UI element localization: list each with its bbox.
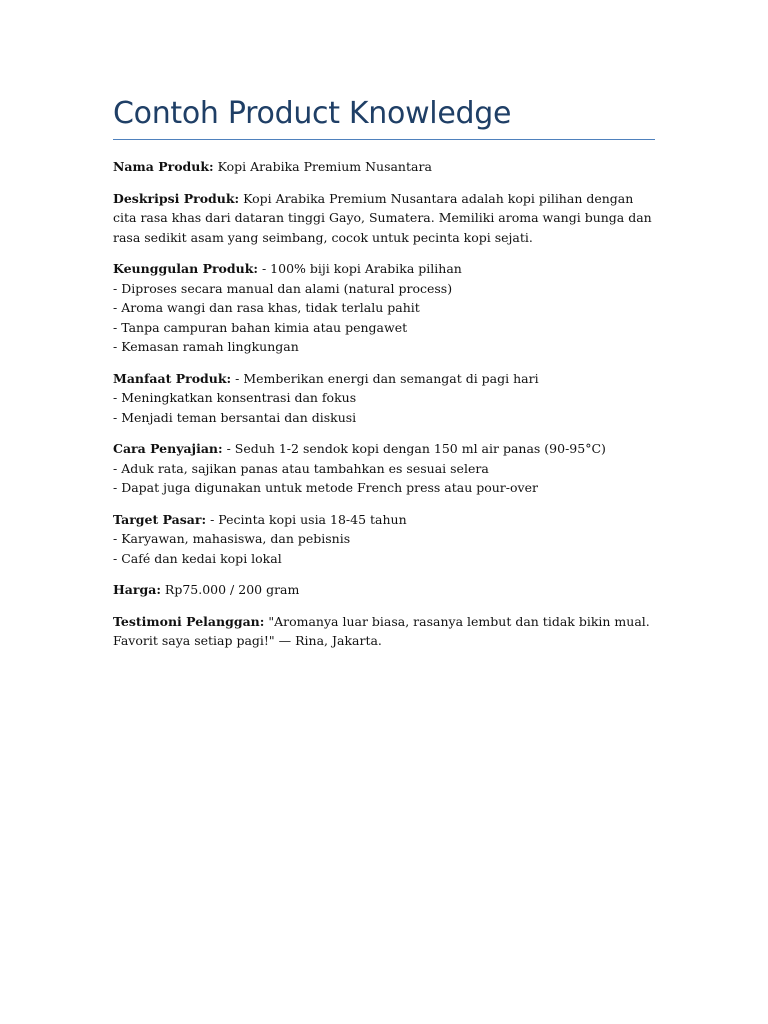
section-testimoni-pelanggan bbox=[113, 612, 655, 651]
section-label: Target Pasar: bbox=[113, 511, 207, 527]
list-item: - Café dan kedai kopi lokal bbox=[113, 550, 282, 566]
section-text: Kopi Arabika Premium Nusantara adalah kopi pilihan dengan cita rasa khas dari dataran tinggi Gayo, Sumatera. Memiliki aroma wangi bunga dan rasa sedikit asam yang seimbang, cocok untuk pecinta kopi sejati. bbox=[113, 190, 652, 245]
section-first-line bbox=[113, 439, 655, 459]
list-item: - Kemasan ramah lingkungan bbox=[113, 339, 299, 354]
section-target-pasar bbox=[113, 510, 655, 569]
list-item: - Karyawan, mahasiswa, dan pebisnis bbox=[113, 531, 351, 546]
title-underline bbox=[113, 139, 655, 140]
list-item: - Meningkatkan konsentrasi dan fokus bbox=[113, 390, 357, 405]
section-text: Rp75.000 / 200 gram bbox=[160, 582, 300, 597]
section-harga bbox=[113, 580, 655, 600]
section-text: - Seduh 1-2 sendok kopi dengan 150 ml air panas (90-95°C) bbox=[222, 441, 606, 456]
section-keunggulan-produk bbox=[113, 259, 655, 357]
section-nama-produk bbox=[113, 157, 655, 177]
section-label: Harga: bbox=[113, 582, 161, 597]
section-first-line bbox=[113, 369, 655, 389]
section-first-line bbox=[113, 259, 655, 279]
section-deskripsi-produk bbox=[113, 189, 655, 248]
section-label: Manfaat Produk: bbox=[113, 370, 232, 386]
list-item: - Aduk rata, sajikan panas atau tambahkan es sesuai selera bbox=[113, 460, 489, 476]
list-item: - Diproses secara manual dan alami (natural process) bbox=[113, 280, 453, 296]
section-text: - 100% biji kopi Arabika pilihan bbox=[258, 261, 462, 276]
section-cara-penyajian bbox=[113, 439, 655, 498]
document-title: Contoh Product Knowledge bbox=[113, 96, 512, 131]
section-first-line bbox=[113, 510, 655, 530]
section-text: Kopi Arabika Premium Nusantara bbox=[213, 159, 432, 174]
section-label: Deskripsi Produk: bbox=[113, 190, 240, 206]
section-label: Testimoni Pelanggan: bbox=[113, 613, 265, 629]
list-item: - Menjadi teman bersantai dan diskusi bbox=[113, 409, 357, 425]
section-text: - Memberikan energi dan semangat di pagi hari bbox=[231, 370, 539, 386]
section-text: - Pecinta kopi usia 18-45 tahun bbox=[206, 511, 407, 527]
list-item: - Tanpa campuran bahan kimia atau pengawet bbox=[113, 319, 408, 335]
document-page bbox=[113, 92, 655, 663]
section-text: "Aromanya luar biasa, rasanya lembut dan tidak bikin mual. Favorit saya setiap pagi!" — Rina, Jakarta. bbox=[113, 613, 650, 648]
section-manfaat-produk bbox=[113, 369, 655, 428]
list-item: - Dapat juga digunakan untuk metode French press atau pour-over bbox=[113, 480, 538, 495]
section-label: Cara Penyajian: bbox=[113, 441, 223, 456]
section-label: Keunggulan Produk: bbox=[113, 261, 259, 276]
list-item: - Aroma wangi dan rasa khas, tidak terlalu pahit bbox=[113, 300, 420, 315]
section-label: Nama Produk: bbox=[113, 159, 214, 174]
